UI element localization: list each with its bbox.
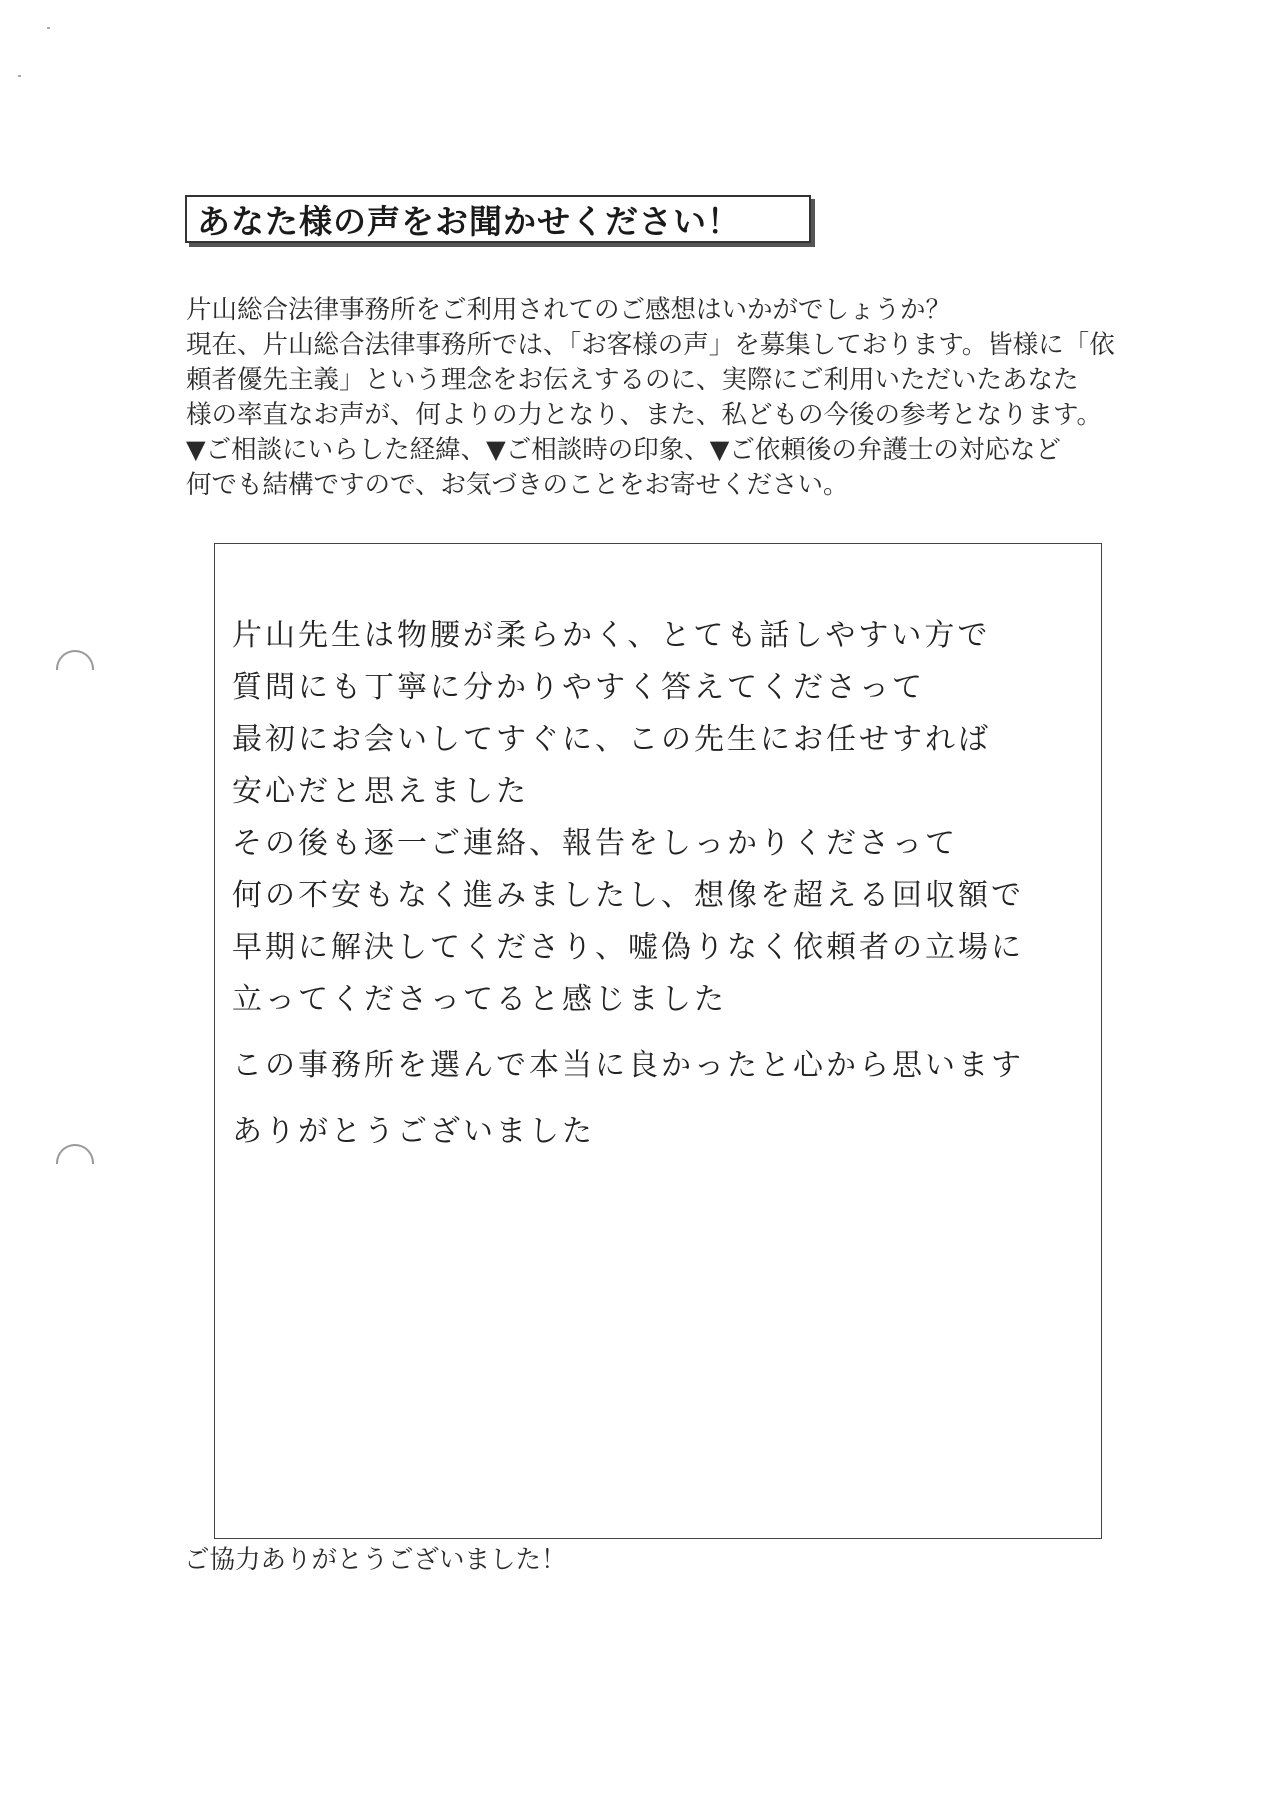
title-box (185, 195, 811, 243)
scan-speck (47, 27, 50, 29)
handwritten-line: 何の不安もなく進みましたし、想像を超える回収額で (232, 878, 1024, 913)
handwritten-line: 立ってくださってると感じました (232, 982, 727, 1017)
intro-text (186, 293, 1116, 503)
handwritten-line: この事務所を選んで本当に良かったと心から思います (232, 1048, 1024, 1083)
handwritten-line: 最初にお会いしてすぐに、この先生にお任せすれば (232, 722, 991, 757)
handwritten-line: ありがとうございました (232, 1114, 595, 1149)
scan-speck (18, 75, 21, 77)
handwritten-comment (232, 610, 1092, 1158)
intro-line: 片山総合法律事務所をご利用されてのご感想はいかがでしょうか？ (186, 295, 952, 325)
intro-line: 何でも結構ですので、お気づきのことをお寄せください。 (186, 470, 849, 500)
punch-hole-mark (56, 650, 94, 670)
handwritten-line: その後も逐一ご連絡、報告をしっかりくださって (232, 826, 958, 861)
intro-line: 現在、片山総合法律事務所では、「お客様の声」を募集しております。皆様に「依 (186, 330, 1115, 360)
handwritten-line: 片山先生は物腰が柔らかく、とても話しやすい方で (232, 618, 991, 653)
intro-line: 様の率直なお声が、何よりの力となり、また、私どもの今後の参考となります。 (186, 400, 1102, 430)
footer-thanks: ご協力ありがとうございました！ (184, 1545, 567, 1575)
intro-line: 頼者優先主義」という理念をお伝えするのに、実際にご利用いただいたあなた (186, 365, 1079, 395)
handwritten-line: 安心だと思えました (232, 774, 529, 809)
punch-hole-mark (56, 1144, 94, 1164)
handwritten-line: 質問にも丁寧に分かりやすく答えてくださって (232, 670, 925, 705)
intro-line: ▼ご相談にいらした経緯、▼ご相談時の印象、▼ご依頼後の弁護士の対応など (186, 435, 1061, 465)
handwritten-line: 早期に解決してくださり、嘘偽りなく依頼者の立場に (232, 930, 1024, 965)
page-title: あなた様の声をお聞かせください！ (197, 201, 741, 241)
